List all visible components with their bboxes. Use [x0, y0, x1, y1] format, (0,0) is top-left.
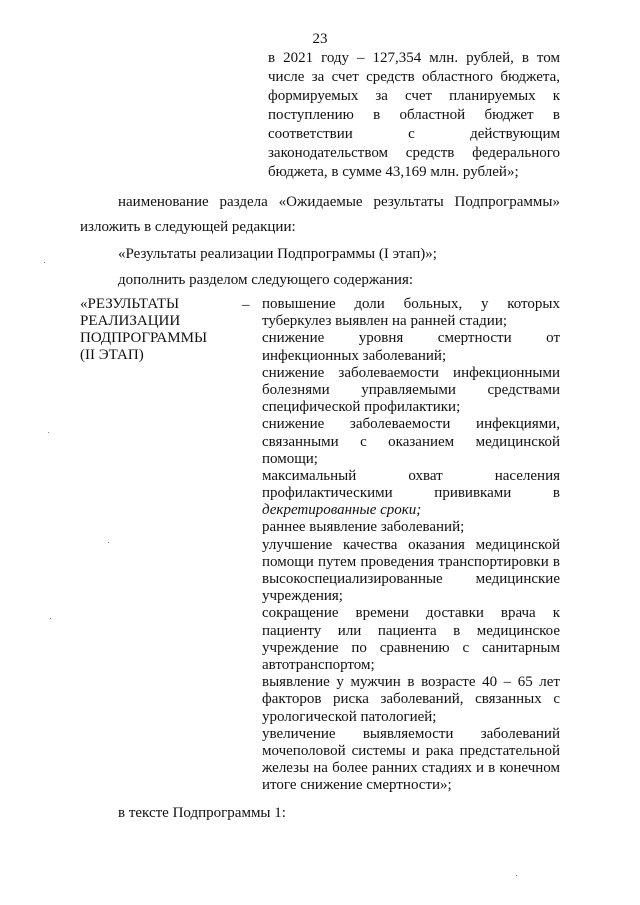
- top-text-block: [268, 49, 560, 182]
- results-line: факторов риска заболеваний, связанных с: [262, 691, 560, 708]
- scan-speck: [50, 618, 51, 619]
- paragraph-naimenovanie: [80, 193, 560, 212]
- results-line: автотранспортом;: [262, 656, 375, 673]
- section-heading-line: (II ЭТАП): [80, 347, 144, 363]
- page-number: 23: [312, 31, 328, 47]
- results-line: снижение заболеваемости инфекционными: [262, 364, 560, 381]
- top-text-line: в 2021 году – 127,354 млн. рублей, в том: [268, 50, 560, 66]
- results-line: снижение заболеваемости инфекциями,: [262, 416, 560, 433]
- paragraph-v-tekste: в тексте Подпрограммы 1:: [118, 805, 286, 821]
- scan-speck: [516, 875, 517, 876]
- section-heading-line: ПОДПРОГРАММЫ: [80, 330, 208, 346]
- results-line: болезнями управляемыми средствами: [262, 381, 560, 398]
- results-line: повышение доли больных, у которых: [262, 296, 560, 312]
- results-line: туберкулез выявлен на ранней стадии;: [262, 313, 508, 330]
- scan-speck: [108, 542, 109, 543]
- results-line: инфекционных заболеваний;: [262, 347, 447, 364]
- paragraph-rezultaty-title: «Результаты реализации Подпрограммы (I этап)»;: [118, 246, 437, 262]
- results-line: профилактическими прививками в: [262, 485, 560, 502]
- results-line: раннее выявление заболеваний;: [262, 519, 465, 536]
- results-line: учреждение по сравнению с санитарным: [262, 639, 560, 656]
- paragraph-naimenovanie-cont: изложить в следующей редакции:: [80, 219, 296, 235]
- results-line: связанными с оказанием медицинской: [262, 433, 560, 450]
- results-line: снижение уровня смертности от: [262, 330, 560, 347]
- top-text-line: законодательством средств федерального: [268, 145, 560, 161]
- results-line: улучшение качества оказания медицинской: [262, 536, 560, 553]
- results-line: сокращение времени доставки врача к: [262, 605, 560, 622]
- scan-speck: [44, 262, 45, 263]
- results-list: [262, 296, 560, 794]
- results-line: увеличение выявляемости заболеваний: [262, 725, 560, 742]
- results-line: железы на более ранних стадиях и в конечном: [262, 760, 560, 777]
- results-line: выявление у мужчин в возрасте 40 – 65 лет: [262, 674, 560, 691]
- results-line: помощи;: [262, 450, 318, 467]
- top-text-line: соответствии с действующим: [268, 126, 560, 142]
- results-line: высокоспециализированные медицинские: [262, 571, 560, 587]
- results-line: мочеполовой системы и рака предстательной: [262, 742, 560, 759]
- paragraph-dopolnit: дополнить разделом следующего содержания:: [118, 272, 414, 288]
- results-line: декретированные сроки;: [262, 502, 422, 519]
- paragraph-naimenovanie-line1: наименование раздела «Ожидаемые результаты Подпрограммы»: [118, 194, 560, 210]
- results-line: учреждения;: [262, 588, 343, 605]
- results-line: урологической патологией;: [262, 708, 437, 725]
- section-heading: [80, 296, 240, 364]
- top-text-line: числе за счет средств областного бюджета,: [268, 69, 560, 85]
- results-line: пациенту или пациента в медицинское: [262, 622, 560, 639]
- results-line: итоге снижение смертности»;: [262, 777, 452, 794]
- section-heading-line: «РЕЗУЛЬТАТЫ: [80, 296, 180, 312]
- section-heading-line: РЕАЛИЗАЦИИ: [80, 313, 181, 329]
- top-text-line: поступлению в областной бюджет в: [268, 107, 560, 123]
- section-dash: –: [242, 297, 250, 313]
- results-line: помощи путем проведения транспортировки в: [262, 553, 560, 570]
- top-text-line: бюджета, в сумме 43,169 млн. рублей»;: [268, 164, 519, 180]
- results-line: специфической профилактики;: [262, 399, 461, 416]
- top-text-line: формируемых за счет планируемых к: [268, 88, 560, 104]
- scan-speck: [48, 432, 49, 433]
- results-line: максимальный охват населения: [262, 467, 560, 484]
